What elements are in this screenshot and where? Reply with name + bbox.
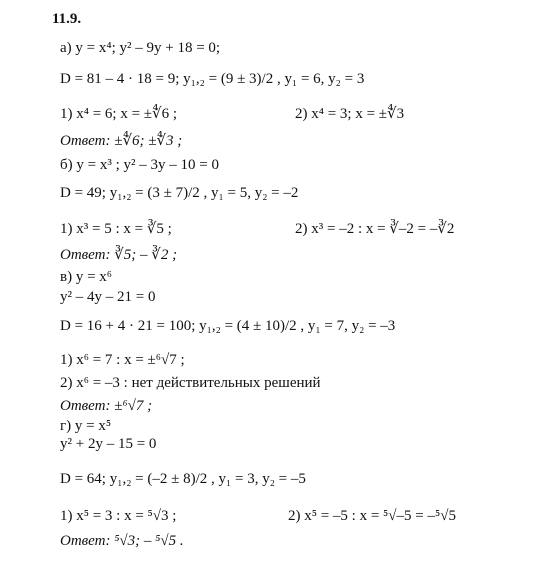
- part-b-case-1: 1) x³ = 5 : x = ∛5 ;: [60, 221, 172, 237]
- part-d-case-2: 2) x⁵ = –5 : x = ⁵√–5 = –⁵√5: [288, 508, 456, 524]
- part-a-answer: Ответ: ±∜6; ±∜3 ;: [60, 133, 183, 149]
- part-a-case-2: 2) x⁴ = 3; x = ±∜3: [295, 106, 405, 122]
- part-d-equation: y² + 2y – 15 = 0: [60, 436, 157, 452]
- part-a-statement: а) y = x⁴; y² – 9y + 18 = 0;: [60, 40, 221, 56]
- part-a-case-1: 1) x⁴ = 6; x = ±∜6 ;: [60, 106, 178, 122]
- problem-number: 11.9.: [52, 11, 82, 27]
- part-c-case-2: 2) x⁶ = –3 : нет действительных решений: [60, 375, 321, 391]
- part-c-discriminant: D = 16 + 4 · 21 = 100; y₁,₂ = (4 ± 10)/2 , y₁ = 7, y₂ = –3: [60, 318, 396, 334]
- part-d-substitution: г) y = x⁵: [60, 418, 112, 434]
- part-d-answer: Ответ: ⁵√3; – ⁵√5 .: [60, 533, 184, 549]
- part-c-substitution: в) y = x⁶: [60, 269, 113, 285]
- part-c-case-1: 1) x⁶ = 7 : x = ±⁶√7 ;: [60, 352, 185, 368]
- part-c-equation: y² – 4y – 21 = 0: [60, 289, 156, 305]
- part-b-case-2: 2) x³ = –2 : x = ∛–2 = –∛2: [295, 221, 455, 237]
- part-c-answer: Ответ: ±⁶√7 ;: [60, 398, 153, 414]
- part-b-discriminant: D = 49; y₁,₂ = (3 ± 7)/2 , y₁ = 5, y₂ = –2: [60, 185, 299, 201]
- part-b-statement: б) y = x³ ; y² – 3y – 10 = 0: [60, 157, 219, 173]
- part-d-discriminant: D = 64; y₁,₂ = (–2 ± 8)/2 , y₁ = 3, y₂ = –5: [60, 471, 306, 487]
- part-a-discriminant: D = 81 – 4 · 18 = 9; y₁,₂ = (9 ± 3)/2 , y₁ = 6, y₂ = 3: [60, 71, 365, 87]
- part-d-case-1: 1) x⁵ = 3 : x = ⁵√3 ;: [60, 508, 177, 524]
- part-b-answer: Ответ: ∛5; – ∛2 ;: [60, 247, 178, 263]
